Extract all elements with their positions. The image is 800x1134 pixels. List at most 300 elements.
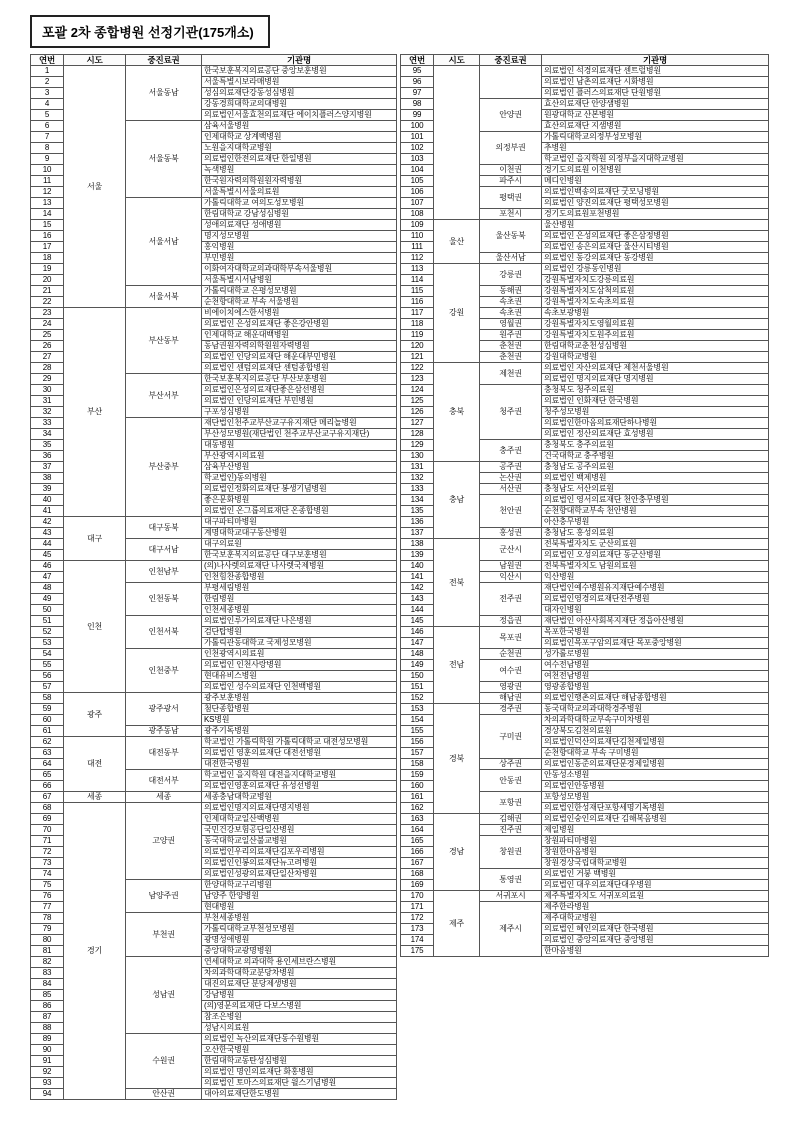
org-cell: 차의과학대학교분당차병원 [202, 968, 397, 979]
org-cell: 현대병원 [202, 902, 397, 913]
row-number-cell: 141 [401, 572, 434, 583]
org-cell: 의료법인백송의료재단 굿모닝병원 [542, 187, 769, 198]
org-cell: 제주특별자치도 서귀포의료원 [542, 891, 769, 902]
row-number-cell: 114 [401, 275, 434, 286]
org-cell: 부천세종병원 [202, 913, 397, 924]
row-number-cell: 3 [31, 88, 64, 99]
region-cell: 울산서남 [480, 253, 542, 264]
sido-cell: 경기 [64, 803, 126, 1100]
org-cell: 여수전남병원 [542, 660, 769, 671]
region-cell: 동해권 [480, 286, 542, 297]
org-cell: 포항성모병원 [542, 792, 769, 803]
org-cell: 성애의료재단 성애병원 [202, 220, 397, 231]
row-number-cell: 23 [31, 308, 64, 319]
org-cell: 강남병원 [202, 990, 397, 1001]
row-number-cell: 30 [31, 385, 64, 396]
row-number-cell: 163 [401, 814, 434, 825]
org-cell: 좋은문화병원 [202, 495, 397, 506]
row-number-cell: 60 [31, 715, 64, 726]
row-number-cell: 170 [401, 891, 434, 902]
region-cell: 충주권 [480, 440, 542, 462]
region-cell: 청주권 [480, 385, 542, 440]
org-cell: 제주대학교병원 [542, 913, 769, 924]
row-number-cell: 175 [401, 946, 434, 957]
region-cell: 세종 [126, 792, 202, 803]
org-cell: 대전한국병원 [202, 759, 397, 770]
org-cell: 의료법인행촌의료재단 해남종합병원 [542, 693, 769, 704]
org-cell: 충청남도 공주의료원 [542, 462, 769, 473]
org-cell: 부평세림병원 [202, 583, 397, 594]
row-number-cell: 33 [31, 418, 64, 429]
org-cell: 광명성애병원 [202, 935, 397, 946]
org-cell: (의)영문의료재단 다보스병원 [202, 1001, 397, 1012]
org-cell: 인제대학교일산백병원 [202, 814, 397, 825]
org-cell: 광주보훈병원 [202, 693, 397, 704]
region-cell: 포항권 [480, 792, 542, 814]
row-number-cell: 76 [31, 891, 64, 902]
org-cell: 학교법인)동의병원 [202, 473, 397, 484]
row-number-cell: 61 [31, 726, 64, 737]
table-row [401, 66, 769, 77]
column-header: 기관명 [542, 55, 769, 66]
org-cell: 속초보광병원 [542, 308, 769, 319]
row-number-cell: 124 [401, 385, 434, 396]
org-cell: 성심의료재단강동성심병원 [202, 88, 397, 99]
region-cell: 인천남부 [126, 561, 202, 583]
row-number-cell: 56 [31, 671, 64, 682]
org-cell: 노원을지대학교병원 [202, 143, 397, 154]
org-cell: 안동성소병원 [542, 770, 769, 781]
row-number-cell: 121 [401, 352, 434, 363]
org-cell: 비에이치에스한서병원 [202, 308, 397, 319]
org-cell: 의료법인한전의료재단 한일병원 [202, 154, 397, 165]
row-number-cell: 90 [31, 1045, 64, 1056]
row-number-cell: 26 [31, 341, 64, 352]
row-number-cell: 46 [31, 561, 64, 572]
row-number-cell: 37 [31, 462, 64, 473]
org-cell: 인천세종병원 [202, 605, 397, 616]
row-number-cell: 82 [31, 957, 64, 968]
hospital-table-right [400, 54, 769, 957]
row-number-cell: 14 [31, 209, 64, 220]
row-number-cell: 118 [401, 319, 434, 330]
region-cell: 춘천권 [480, 352, 542, 363]
row-number-cell: 67 [31, 792, 64, 803]
row-number-cell: 50 [31, 605, 64, 616]
org-cell: 의료법인영경의료재단전주병원 [542, 594, 769, 605]
org-cell: 효산의료재단 지샘병원 [542, 121, 769, 132]
org-cell: 효산의료재단 안양샘병원 [542, 99, 769, 110]
org-cell: 목포한국병원 [542, 627, 769, 638]
org-cell: 강원특별자치도원주의료원 [542, 330, 769, 341]
org-cell: 강원특별자치도속초의료원 [542, 297, 769, 308]
org-cell: 경상북도김천의료원 [542, 726, 769, 737]
row-number-cell: 112 [401, 253, 434, 264]
org-cell: 강원특별자치도삼척의료원 [542, 286, 769, 297]
org-cell: 의료법인숭인의료재단 김해복음병원 [542, 814, 769, 825]
table-row [401, 220, 769, 231]
org-cell: 홍익병원 [202, 242, 397, 253]
region-cell: 의정부권 [480, 132, 542, 165]
org-cell: 남양주 한양병원 [202, 891, 397, 902]
column-header: 연번 [401, 55, 434, 66]
org-cell: 익산병원 [542, 572, 769, 583]
hospital-table-left [30, 54, 397, 1100]
row-number-cell: 162 [401, 803, 434, 814]
row-number-cell: 167 [401, 858, 434, 869]
table-row [401, 462, 769, 473]
org-cell: 의료법인안동병원 [542, 781, 769, 792]
row-number-cell: 47 [31, 572, 64, 583]
region-cell: 순천권 [480, 649, 542, 660]
row-number-cell: 25 [31, 330, 64, 341]
org-cell: 학교법인 을지학원 대전을지대학교병원 [202, 770, 397, 781]
org-cell: 의료법인한성재단포항세명기독병원 [542, 803, 769, 814]
row-number-cell: 83 [31, 968, 64, 979]
org-cell: 충청남도 서산의료원 [542, 484, 769, 495]
row-number-cell: 72 [31, 847, 64, 858]
row-number-cell: 151 [401, 682, 434, 693]
region-cell: 성남권 [126, 957, 202, 1034]
org-cell: 의료법인 중앙의료재단 중앙병원 [542, 935, 769, 946]
org-cell: 한마음병원 [542, 946, 769, 957]
org-cell: 창원경상국립대학교병원 [542, 858, 769, 869]
sido-cell: 울산 [434, 220, 480, 264]
org-cell: 창원파티마병원 [542, 836, 769, 847]
row-number-cell: 41 [31, 506, 64, 517]
org-cell: 의료법인정화의료재단 봉생기념병원 [202, 484, 397, 495]
row-number-cell: 107 [401, 198, 434, 209]
region-cell: 부산동부 [126, 308, 202, 374]
header-row [31, 55, 397, 66]
org-cell: 재단법인 아산사회복지재단 정읍아산병원 [542, 616, 769, 627]
sido-cell: 제주 [434, 891, 480, 957]
row-number-cell: 22 [31, 297, 64, 308]
org-cell: 의료법인 혜인의료재단 한국병원 [542, 924, 769, 935]
org-cell: 대구의료원 [202, 539, 397, 550]
org-cell: 의료법인 성수의료재단 인천백병원 [202, 682, 397, 693]
sido-cell: 전남 [434, 627, 480, 704]
region-cell: 이천권 [480, 165, 542, 176]
row-number-cell: 17 [31, 242, 64, 253]
region-cell: 안양권 [480, 99, 542, 132]
row-number-cell: 64 [31, 759, 64, 770]
org-cell: 강원특별자치도영월의료원 [542, 319, 769, 330]
row-number-cell: 147 [401, 638, 434, 649]
row-number-cell: 36 [31, 451, 64, 462]
org-cell: 울산병원 [542, 220, 769, 231]
row-number-cell: 62 [31, 737, 64, 748]
org-cell: 의료법인 은성의료재단 좋은강안병원 [202, 319, 397, 330]
org-cell: 대동병원 [202, 440, 397, 451]
row-number-cell: 102 [401, 143, 434, 154]
row-number-cell: 95 [401, 66, 434, 77]
region-cell: 춘천권 [480, 341, 542, 352]
org-cell: 메디인병원 [542, 176, 769, 187]
row-number-cell: 105 [401, 176, 434, 187]
region-cell: 경주권 [480, 704, 542, 715]
row-number-cell: 34 [31, 429, 64, 440]
row-number-cell: 115 [401, 286, 434, 297]
row-number-cell: 122 [401, 363, 434, 374]
org-cell: 삼육부산병원 [202, 462, 397, 473]
row-number-cell: 66 [31, 781, 64, 792]
sido-cell: 광주 [64, 693, 126, 737]
org-cell: 의료법인 온그룹의료재단 온종합병원 [202, 506, 397, 517]
row-number-cell: 7 [31, 132, 64, 143]
region-cell: 서울서남 [126, 198, 202, 286]
region-cell: 대구서남 [126, 539, 202, 561]
row-number-cell: 125 [401, 396, 434, 407]
org-cell: 대아의료재단한도병원 [202, 1089, 397, 1100]
row-number-cell: 174 [401, 935, 434, 946]
row-number-cell: 131 [401, 462, 434, 473]
org-cell: (의)나사렛의료재단 나사렛국제병원 [202, 561, 397, 572]
table-row [31, 517, 397, 528]
region-cell: 구미권 [480, 715, 542, 759]
table-row [401, 627, 769, 638]
row-number-cell: 169 [401, 880, 434, 891]
row-number-cell: 54 [31, 649, 64, 660]
org-cell: 한국보훈복지의료공단 부산보훈병원 [202, 374, 397, 385]
region-cell: 정읍권 [480, 616, 542, 627]
org-cell: 창원한마음병원 [542, 847, 769, 858]
sido-cell: 세종 [64, 792, 126, 803]
row-number-cell: 116 [401, 297, 434, 308]
column-header: 시도 [434, 55, 480, 66]
org-cell: 원광대학교 산본병원 [542, 110, 769, 121]
org-cell: 의료법인 영훈의료재단 대전선병원 [202, 748, 397, 759]
row-number-cell: 110 [401, 231, 434, 242]
org-cell: 학교법인 을지학원 의정부을지대학교병원 [542, 154, 769, 165]
row-number-cell: 12 [31, 187, 64, 198]
row-number-cell: 79 [31, 924, 64, 935]
row-number-cell: 123 [401, 374, 434, 385]
row-number-cell: 58 [31, 693, 64, 704]
row-number-cell: 145 [401, 616, 434, 627]
row-number-cell: 101 [401, 132, 434, 143]
row-number-cell: 59 [31, 704, 64, 715]
region-cell: 영월권 [480, 319, 542, 330]
row-number-cell: 106 [401, 187, 434, 198]
row-number-cell: 71 [31, 836, 64, 847]
row-number-cell: 92 [31, 1067, 64, 1078]
row-number-cell: 113 [401, 264, 434, 275]
row-number-cell: 136 [401, 517, 434, 528]
column-header: 중진료권 [480, 55, 542, 66]
row-number-cell: 24 [31, 319, 64, 330]
sido-cell: 경남 [434, 814, 480, 891]
org-cell: 첨단종합병원 [202, 704, 397, 715]
org-cell: 의료법인 송은의료재단 울산시티병원 [542, 242, 769, 253]
row-number-cell: 81 [31, 946, 64, 957]
region-cell: 울산동북 [480, 220, 542, 253]
region-cell: 목포권 [480, 627, 542, 649]
region-cell: 공주권 [480, 462, 542, 473]
row-number-cell: 133 [401, 484, 434, 495]
row-number-cell: 150 [401, 671, 434, 682]
row-number-cell: 127 [401, 418, 434, 429]
row-number-cell: 134 [401, 495, 434, 506]
org-cell: 의료법인 명지의료재단 명지병원 [542, 374, 769, 385]
page-title: 포괄 2차 종합병원 선정기관(175개소) [30, 15, 270, 48]
org-cell: 세종충남대학교병원 [202, 792, 397, 803]
row-number-cell: 98 [401, 99, 434, 110]
row-number-cell: 146 [401, 627, 434, 638]
region-cell: 서산권 [480, 484, 542, 495]
org-cell: 의료법인 센텀의료재단 센텀종합병원 [202, 363, 397, 374]
org-cell: 의료법인 동강의료재단 동강병원 [542, 253, 769, 264]
row-number-cell: 154 [401, 715, 434, 726]
org-cell: 의료법인성광의료재단일산차병원 [202, 869, 397, 880]
org-cell: 한국보훈복지의료공단 중앙보훈병원 [202, 66, 397, 77]
row-number-cell: 85 [31, 990, 64, 1001]
row-number-cell: 88 [31, 1023, 64, 1034]
table-row [401, 814, 769, 825]
row-number-cell: 158 [401, 759, 434, 770]
org-cell: 의료법인동준의료재단문경제일병원 [542, 759, 769, 770]
org-cell: 청주성모병원 [542, 407, 769, 418]
org-cell: 충청북도 청주의료원 [542, 385, 769, 396]
row-number-cell: 138 [401, 539, 434, 550]
region-cell: 천안권 [480, 495, 542, 528]
region-cell: 속초권 [480, 308, 542, 319]
org-cell: 제일병원 [542, 825, 769, 836]
region-cell: 대구동북 [126, 517, 202, 539]
region-cell: 남양주권 [126, 880, 202, 913]
row-number-cell: 21 [31, 286, 64, 297]
region-cell: 여수권 [480, 660, 542, 682]
org-cell: 경기도의료원포천병원 [542, 209, 769, 220]
org-cell: 영광종합병원 [542, 682, 769, 693]
row-number-cell: 128 [401, 429, 434, 440]
row-number-cell: 10 [31, 165, 64, 176]
row-number-cell: 42 [31, 517, 64, 528]
sido-cell: 충북 [434, 363, 480, 462]
row-number-cell: 94 [31, 1089, 64, 1100]
org-cell: 성남시의료원 [202, 1023, 397, 1034]
row-number-cell: 144 [401, 605, 434, 616]
region-cell: 대전서부 [126, 770, 202, 792]
org-cell: 인제대학교 상계백병원 [202, 132, 397, 143]
row-number-cell: 160 [401, 781, 434, 792]
org-cell: 대진의료재단 분당제생병원 [202, 979, 397, 990]
region-cell: 제주시 [480, 902, 542, 957]
region-cell: 서울동북 [126, 121, 202, 198]
org-cell: 동국대학교일산불교병원 [202, 836, 397, 847]
org-cell: 학교법인 가톨릭학원 가톨릭대학교 대전성모병원 [202, 737, 397, 748]
region-cell: 수원권 [126, 1034, 202, 1089]
row-number-cell: 165 [401, 836, 434, 847]
org-cell: 순천향대학교 부속 서울병원 [202, 297, 397, 308]
org-cell: 한국원자력의학원원자력병원 [202, 176, 397, 187]
row-number-cell: 43 [31, 528, 64, 539]
org-cell: 의료법인명지의료재단명지병원 [202, 803, 397, 814]
org-cell: 의료법인목포구암의료재단 목포중앙병원 [542, 638, 769, 649]
row-number-cell: 111 [401, 242, 434, 253]
region-cell: 창원권 [480, 836, 542, 869]
org-cell: 계명대학교대구동산병원 [202, 528, 397, 539]
sido-cell: 경북 [434, 704, 480, 814]
region-cell: 강릉권 [480, 264, 542, 286]
org-cell: 한림병원 [202, 594, 397, 605]
region-cell: 상주권 [480, 759, 542, 770]
row-number-cell: 63 [31, 748, 64, 759]
region-cell: 서울서북 [126, 286, 202, 308]
region-cell: 평택권 [480, 187, 542, 209]
table-row [401, 704, 769, 715]
org-cell: 가톨릭관동대학교 국제성모병원 [202, 638, 397, 649]
org-cell: 아산충무병원 [542, 517, 769, 528]
column-header: 시도 [64, 55, 126, 66]
row-number-cell: 1 [31, 66, 64, 77]
org-cell: 의료법인 석경의료재단 센트럴병원 [542, 66, 769, 77]
org-cell: 의료법인 양진의료재단 평택성모병원 [542, 198, 769, 209]
row-number-cell: 103 [401, 154, 434, 165]
row-number-cell: 93 [31, 1078, 64, 1089]
region-cell: 부산중부 [126, 418, 202, 517]
region-cell: 부천권 [126, 913, 202, 957]
region-cell: 속초권 [480, 297, 542, 308]
row-number-cell: 130 [401, 451, 434, 462]
row-number-cell: 69 [31, 814, 64, 825]
row-number-cell: 149 [401, 660, 434, 671]
row-number-cell: 11 [31, 176, 64, 187]
region-cell: 서귀포시 [480, 891, 542, 902]
org-cell: 강원특별자치도강릉의료원 [542, 275, 769, 286]
org-cell: 가톨릭대학교 여의도성모병원 [202, 198, 397, 209]
table-row [401, 363, 769, 374]
row-number-cell: 89 [31, 1034, 64, 1045]
row-number-cell: 75 [31, 880, 64, 891]
row-number-cell: 16 [31, 231, 64, 242]
row-number-cell: 51 [31, 616, 64, 627]
org-cell: 한림대학교춘천성심병원 [542, 341, 769, 352]
org-cell: 의료법인서울효천의료재단 에이치플러스양지병원 [202, 110, 397, 121]
column-header: 연번 [31, 55, 64, 66]
org-cell: 건국대학교 충주병원 [542, 451, 769, 462]
org-cell: 녹색병원 [202, 165, 397, 176]
org-cell: 의료법인루가의료재단 나은병원 [202, 616, 397, 627]
org-cell: 재단법인예수병원유지재단예수병원 [542, 583, 769, 594]
region-cell: 부산서부 [126, 374, 202, 418]
org-cell: 구포성심병원 [202, 407, 397, 418]
org-cell: 가톨릭대학교부천성모병원 [202, 924, 397, 935]
row-number-cell: 73 [31, 858, 64, 869]
org-cell: 충청북도 충주의료원 [542, 440, 769, 451]
region-cell: 고양권 [126, 803, 202, 880]
row-number-cell: 120 [401, 341, 434, 352]
row-number-cell: 159 [401, 770, 434, 781]
region-cell: 파주시 [480, 176, 542, 187]
row-number-cell: 100 [401, 121, 434, 132]
region-cell: 대전동부 [126, 737, 202, 770]
row-number-cell: 38 [31, 473, 64, 484]
region-cell: 인천동북 [126, 583, 202, 616]
org-cell: 의료법인 녹산의료재단동수원병원 [202, 1034, 397, 1045]
row-number-cell: 39 [31, 484, 64, 495]
region-cell: 해남권 [480, 693, 542, 704]
org-cell: 전북특별자치도 군산의료원 [542, 539, 769, 550]
row-number-cell: 28 [31, 363, 64, 374]
region-cell: 광주광서 [126, 693, 202, 726]
org-cell: 의료법인 토마스의료재단 윌스기념병원 [202, 1078, 397, 1089]
row-number-cell: 97 [401, 88, 434, 99]
org-cell: 한림대학교 강남성심병원 [202, 209, 397, 220]
org-cell: 차의과학대학교부속구미차병원 [542, 715, 769, 726]
org-cell: 강원대학교병원 [542, 352, 769, 363]
row-number-cell: 9 [31, 154, 64, 165]
